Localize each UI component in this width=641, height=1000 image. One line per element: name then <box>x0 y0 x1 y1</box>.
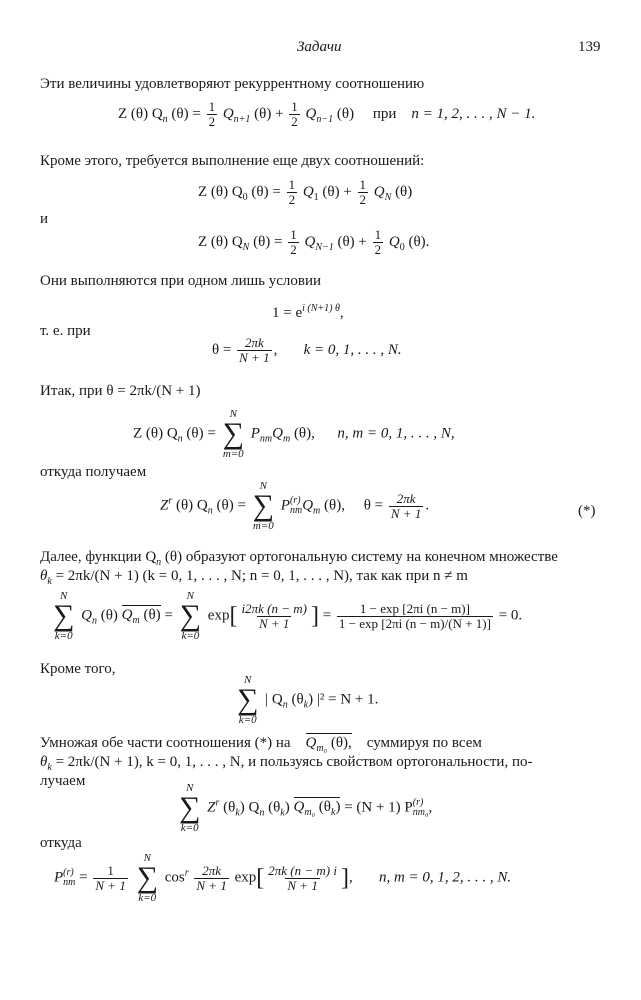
equation-star: $Z^r$ (θ) $Q_n$ (θ) = N ∑ m=0 P (r) nm $Q_m$ (θ), θ = $\frac{2\pi k}{N + 1}$ . <box>160 480 430 532</box>
equation-norm: N ∑ k=0 | $Q_n$ $(\theta_k) |^2 = N + 1$. <box>237 674 379 726</box>
equation-tag-star: (*) <box>578 503 596 519</box>
paragraph-9-line-2: $\theta_k = 2\pi k/(N + 1)$, k = 0, 1, . . . , N, и пользуясь свойством ортогональности, по- <box>40 754 533 773</box>
equation-projection: N ∑ k=0 $Z^r$ $(\theta_k)$ $Q_n$ $(\theta_k)$ $Q_{m_0}$ $(\theta_k) = (N + 1)$ P (r) nm₀ , <box>179 782 433 834</box>
paragraph-3: Они выполняются при одном лишь условии <box>40 273 322 289</box>
paragraph-8: Кроме того, <box>40 661 116 677</box>
paragraph-2: Кроме этого, требуется выполнение еще двух соотношений: <box>40 153 425 169</box>
equation-boundary-1: Z (θ) $Q_0$ (θ) = $\frac{1}{2}$ $Q_1$ (θ) + $\frac{1}{2}$ $Q_N$ (θ) <box>198 177 413 207</box>
paragraph-1: Эти величины удовлетворяют рекуррентному соотношению <box>40 76 425 92</box>
running-title: Задачи <box>297 39 342 55</box>
equation-result: P (r) nm = $\frac{1}{N + 1}$ N ∑ k=0 $\cos^r$ $\frac{2\pi k}{N + 1}$ exp[ $\frac{2\pi k (n - m) i}{N + 1}$ ], n, m = 0, 1, 2, . . . , N. <box>54 852 512 904</box>
paragraph-10: откуда <box>40 835 82 851</box>
paragraph-9-line-1: Умножая обе части соотношения (*) на $Q_{m_0}$ (θ), суммируя по всем <box>40 735 482 754</box>
equation-theta: θ = $\frac{2\pi k}{N + 1}$ , k = 0, 1, . . . , N. <box>212 335 402 365</box>
equation-sum-1: Z (θ) $Q_n$ (θ) = N ∑ m=0 $P_{nm}Q_m$ (θ), n, m = 0, 1, . . . , N, <box>133 408 455 460</box>
paragraph-7-line-2: $\theta_k = 2\pi k/(N + 1) (k = 0$, 1, . . . , N; n = 0, 1, . . . , N), так как при n ≠ m <box>40 568 468 587</box>
equation-condition: $1 = e^{i (N+1) \theta}$, <box>272 303 344 321</box>
paragraph-4: т. е. при <box>40 323 91 339</box>
equation-boundary-2: Z (θ) $Q_N$ (θ) = $\frac{1}{2}$ $Q_{N-1}$ (θ) + $\frac{1}{2}$ $Q_0$ (θ). <box>198 227 430 257</box>
page-number: 139 <box>578 39 601 55</box>
equation-orthogonality: N ∑ k=0 $Q_n$ (θ) $Q_m$ (θ) = N ∑ k=0 exp[ $\frac{i2\pi k (n - m)}{N + 1}$ ] = $\frac{1 - \exp [2\pi i (n - m)]}{1 - \exp [2\pi i (n - m)/(N + 1)]}$ = 0. <box>53 590 523 642</box>
paragraph-5: Итак, при θ = 2πk/(N + 1) <box>40 383 201 399</box>
equation-recurrence: Z (θ) $Q_n$ (θ) = $\frac{1}{2}$ $Q_{n+1}$ (θ) + $\frac{1}{2}$ $Q_{n-1}$ (θ) при n = 1, 2, . . . , N − 1. <box>118 99 536 129</box>
paragraph-7-line-1: Далее, функции $Q_n$ (θ) образуют ортогональную систему на конечном множестве <box>40 549 558 568</box>
paragraph-9-line-3: лучаем <box>40 773 86 789</box>
conjunction-and: и <box>40 211 49 227</box>
paragraph-6: откуда получаем <box>40 464 147 480</box>
